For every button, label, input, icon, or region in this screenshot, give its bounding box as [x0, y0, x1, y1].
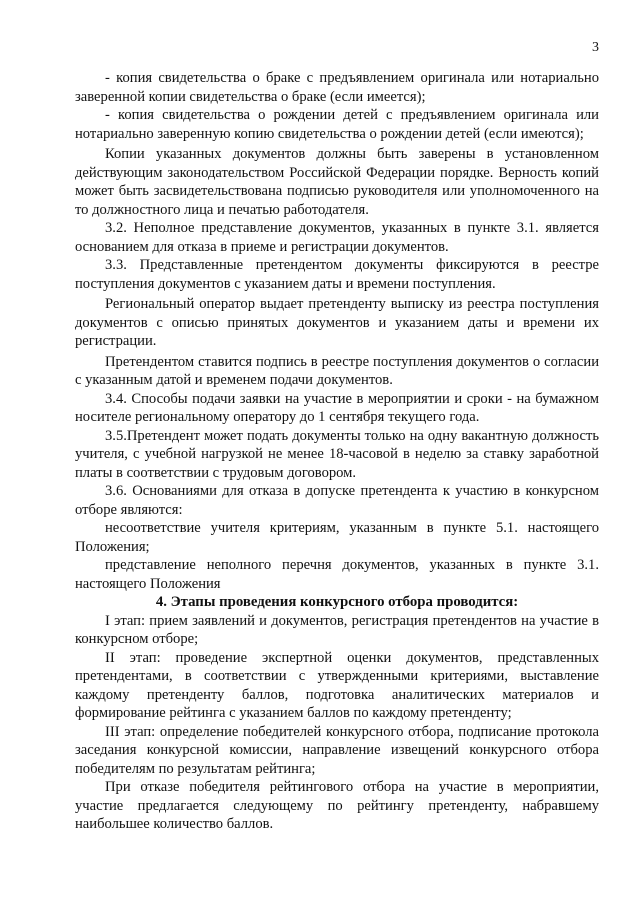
- paragraph-3-2: 3.2. Неполное представление документов, указанных в пункте 3.1. является основанием для отказа в приеме и регистрации документов.: [75, 220, 599, 255]
- paragraph-refusal-documents: представление неполного перечня документов, указанных в пункте 3.1. настоящего Положения: [75, 557, 599, 592]
- paragraph-3-5: 3.5.Претендент может подать документы только на одну вакантную должность учителя, с учебной нагрузкой не менее 18-часовой в неделю за ставку заработной платы в соответствии с трудовым договором.: [75, 427, 599, 481]
- paragraph-stage-3: III этап: определение победителей конкурсного отбора, подписание протокола заседания конкурсной комиссии, направление извещений конкурсного отбора победителям по результатам рейтинга;: [75, 723, 599, 777]
- page-number: 3: [592, 40, 599, 55]
- paragraph-copies-certification: Копии указанных документов должны быть заверены в установленном действующим законодательством Российской Федерации порядке. Верность копий может быть засвидетельствована подписью руководителя или уполномоченного на то должностного лица и печатью работодателя.: [75, 146, 599, 218]
- paragraph-applicant-signature: Претендентом ставится подпись в реестре поступления документов о согласии с указанным датой и временем подачи документов.: [75, 353, 599, 388]
- paragraph-3-6: 3.6. Основаниями для отказа в допуске претендента к участию в конкурсном отборе являются:: [75, 483, 599, 518]
- paragraph-winner-refusal: При отказе победителя рейтингового отбора на участие в мероприятии, участие предлагается следующему по рейтингу претенденту, набравшему наибольшее количество баллов.: [75, 779, 599, 832]
- paragraph-3-3: 3.3. Представленные претендентом документы фиксируются в реестре поступления документов с указанием даты и времени поступления.: [75, 257, 599, 292]
- paragraph-3-4: 3.4. Способы подачи заявки на участие в мероприятии и сроки - на бумажном носителе региональному оператору до 1 сентября текущего года.: [75, 390, 599, 425]
- paragraph-birth-certificate: - копия свидетельства о рождении детей с предъявлением оригинала или нотариально заверенную копию свидетельства о рождении детей (если имеются);: [75, 107, 599, 142]
- paragraph-refusal-criteria: несоответствие учителя критериям, указанным в пункте 5.1. настоящего Положения;: [75, 520, 599, 555]
- paragraph-regional-operator: Региональный оператор выдает претенденту выписку из реестра поступления документов с описью принятых документов и указанием даты и времени их регистрации.: [75, 296, 599, 349]
- paragraph-stage-1: I этап: прием заявлений и документов, регистрация претендентов на участие в конкурсном отборе;: [75, 612, 599, 647]
- paragraph-stage-2: II этап: проведение экспертной оценки документов, представленных претендентами, в соответствии с утвержденными критериями, выставление каждому претенденту баллов, подготовка аналитических материалов и формирование рейтинга с указанием баллов по каждому претенденту;: [75, 649, 599, 721]
- document-body: [75, 69, 599, 834]
- section-heading: 4. Этапы проведения конкурсного отбора проводится:: [155, 594, 519, 610]
- paragraph-marriage-certificate: - копия свидетельства о браке с предъявлением оригинала или нотариально заверенной копии свидетельства о браке (если имеется);: [75, 70, 599, 105]
